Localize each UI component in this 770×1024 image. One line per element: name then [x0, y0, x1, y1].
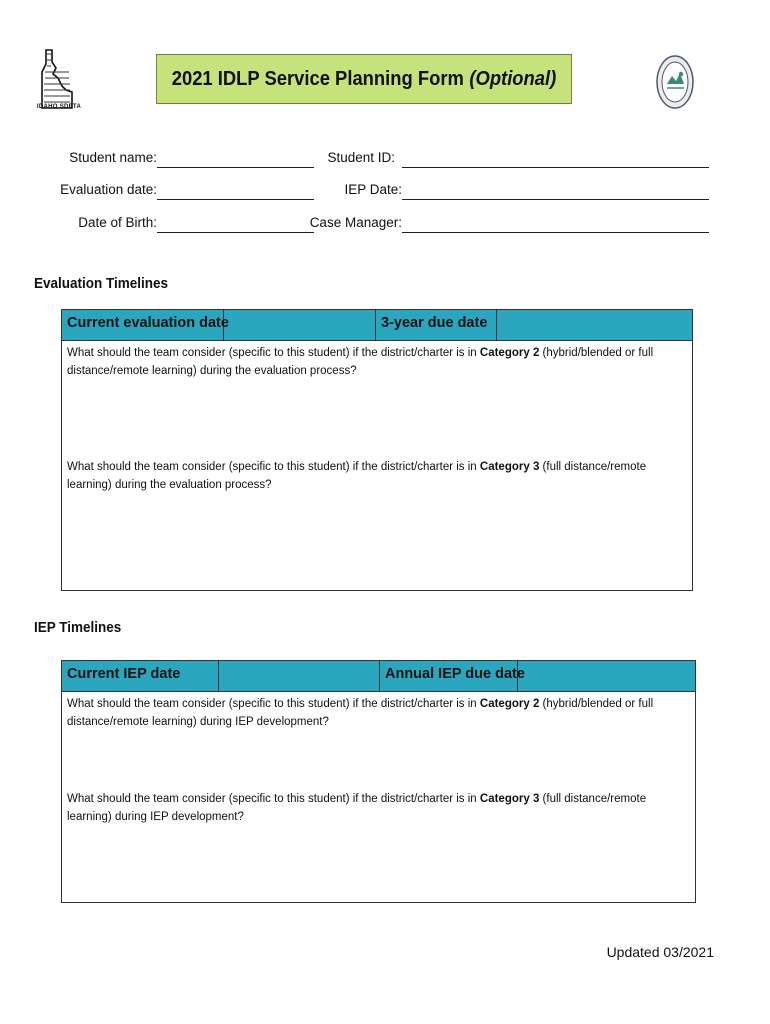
updated-date: Updated 03/2021 [606, 944, 714, 960]
iep-date-field[interactable] [402, 184, 709, 200]
evaluation-category-3-question[interactable]: What should the team consider (specific to this student) if the district/charter is in Category 3 (full distance/remote learning) during the evaluation process? [67, 461, 647, 491]
evaluation-category-2-question[interactable]: What should the team consider (specific to this student) if the district/charter is in Category 2 (hybrid/blended or full distance/remote learning) during the evaluation process? [67, 347, 654, 377]
current-evaluation-date-field[interactable] [224, 310, 376, 340]
student-id-field[interactable] [402, 152, 709, 168]
evaluation-timeline-table [61, 309, 693, 591]
title-main: 2021 IDLP Service Planning Form [171, 67, 464, 90]
iep-category-3-question[interactable]: What should the team consider (specific to this student) if the district/charter is in Category 3 (full distance/remote learning) during IEP development? [67, 793, 647, 823]
iep-date-label: IEP Date: [344, 182, 402, 197]
student-id-label: Student ID: [327, 150, 395, 165]
dob-field[interactable] [157, 217, 314, 233]
iep-category-2-question[interactable]: What should the team consider (specific to this student) if the district/charter is in Category 2 (hybrid/blended or full distance/remote learning) during IEP development? [67, 698, 654, 728]
dob-label: Date of Birth: [78, 215, 157, 230]
evaluation-timelines-heading: Evaluation Timelines [34, 275, 169, 292]
evaluation-header-row [62, 310, 692, 341]
iep-timelines-heading: IEP Timelines [34, 619, 122, 636]
logo-caption: IDAHO SDETA [36, 104, 82, 110]
annual-iep-due-date-field[interactable] [518, 661, 695, 691]
current-evaluation-date-label: Current evaluation date [62, 310, 224, 340]
form-title [156, 54, 572, 104]
three-year-due-date-label: 3-year due date [376, 310, 497, 340]
iep-timeline-table [61, 660, 696, 903]
annual-iep-due-date-label: Annual IEP due date [380, 661, 518, 691]
evaluation-date-field[interactable] [157, 184, 314, 200]
student-name-label: Student name: [69, 150, 157, 165]
iep-header-row [62, 661, 695, 692]
current-iep-date-label: Current IEP date [62, 661, 219, 691]
three-year-due-date-field[interactable] [497, 310, 692, 340]
student-name-field[interactable] [157, 152, 314, 168]
title-optional: (Optional) [469, 67, 557, 90]
case-manager-label: Case Manager: [309, 215, 402, 230]
evaluation-date-label: Evaluation date: [60, 182, 157, 197]
case-manager-field[interactable] [402, 217, 709, 233]
current-iep-date-field[interactable] [219, 661, 380, 691]
state-seal-icon [655, 54, 695, 110]
